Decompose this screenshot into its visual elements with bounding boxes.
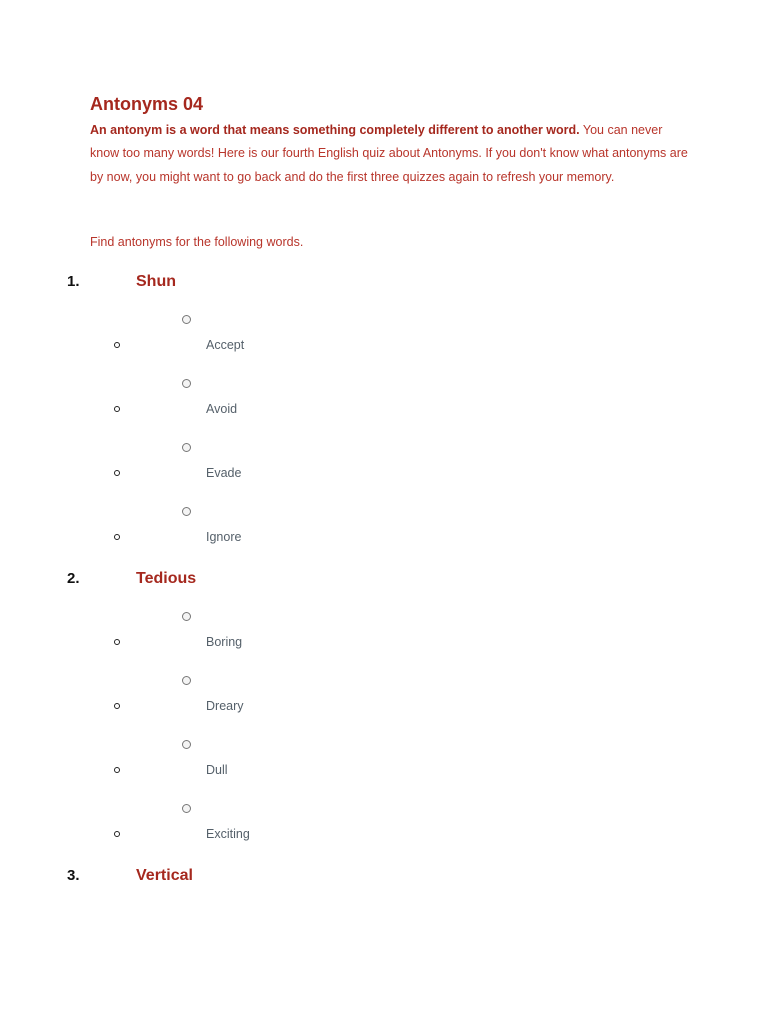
list-bullet-icon — [114, 406, 120, 412]
answer-option — [0, 804, 768, 868]
list-bullet-icon — [114, 767, 120, 773]
list-bullet-icon — [114, 831, 120, 837]
radio-button[interactable] — [182, 676, 191, 685]
radio-button[interactable] — [182, 612, 191, 621]
answer-option — [0, 676, 768, 740]
question-word: Tedious — [136, 570, 197, 587]
radio-button[interactable] — [182, 379, 191, 388]
list-bullet-icon — [114, 470, 120, 476]
answer-option — [0, 315, 768, 379]
answer-option — [0, 379, 768, 443]
intro-text: You can never know too many words! Here is our fourth English quiz about Antonyms. If you don't know what antonyms are by now, you might want to go back and do the first three quizzes again to refresh your memory. — [90, 123, 688, 184]
intro-definition: An antonym is a word that means something completely different to another word. — [90, 123, 580, 137]
list-bullet-icon — [114, 534, 120, 540]
question-1 — [0, 270, 768, 294]
option-label[interactable]: Ignore — [206, 530, 242, 544]
option-label[interactable]: Boring — [206, 635, 243, 649]
list-bullet-icon — [114, 703, 120, 709]
question-word: Vertical — [136, 867, 193, 884]
option-label[interactable]: Evade — [206, 466, 242, 480]
radio-button[interactable] — [182, 315, 191, 324]
option-label[interactable]: Dreary — [206, 699, 244, 713]
radio-button[interactable] — [182, 804, 191, 813]
list-bullet-icon — [114, 342, 120, 348]
option-label[interactable]: Accept — [206, 338, 245, 352]
question-number: 1. — [67, 273, 80, 290]
radio-button[interactable] — [182, 507, 191, 516]
answer-option — [0, 612, 768, 676]
intro-paragraph — [90, 119, 690, 189]
radio-button[interactable] — [182, 443, 191, 452]
question-3 — [0, 864, 768, 888]
page-title: Antonyms 04 — [90, 94, 204, 114]
question-2 — [0, 567, 768, 591]
answer-option — [0, 740, 768, 804]
option-label[interactable]: Dull — [206, 763, 228, 777]
list-bullet-icon — [114, 639, 120, 645]
answer-option — [0, 507, 768, 571]
question-word: Shun — [136, 273, 176, 290]
question-number: 3. — [67, 867, 80, 884]
option-label[interactable]: Avoid — [206, 402, 238, 416]
answer-option — [0, 443, 768, 507]
option-label[interactable]: Exciting — [206, 827, 250, 841]
radio-button[interactable] — [182, 740, 191, 749]
instructions: Find antonyms for the following words. — [90, 235, 304, 249]
question-number: 2. — [67, 570, 80, 587]
